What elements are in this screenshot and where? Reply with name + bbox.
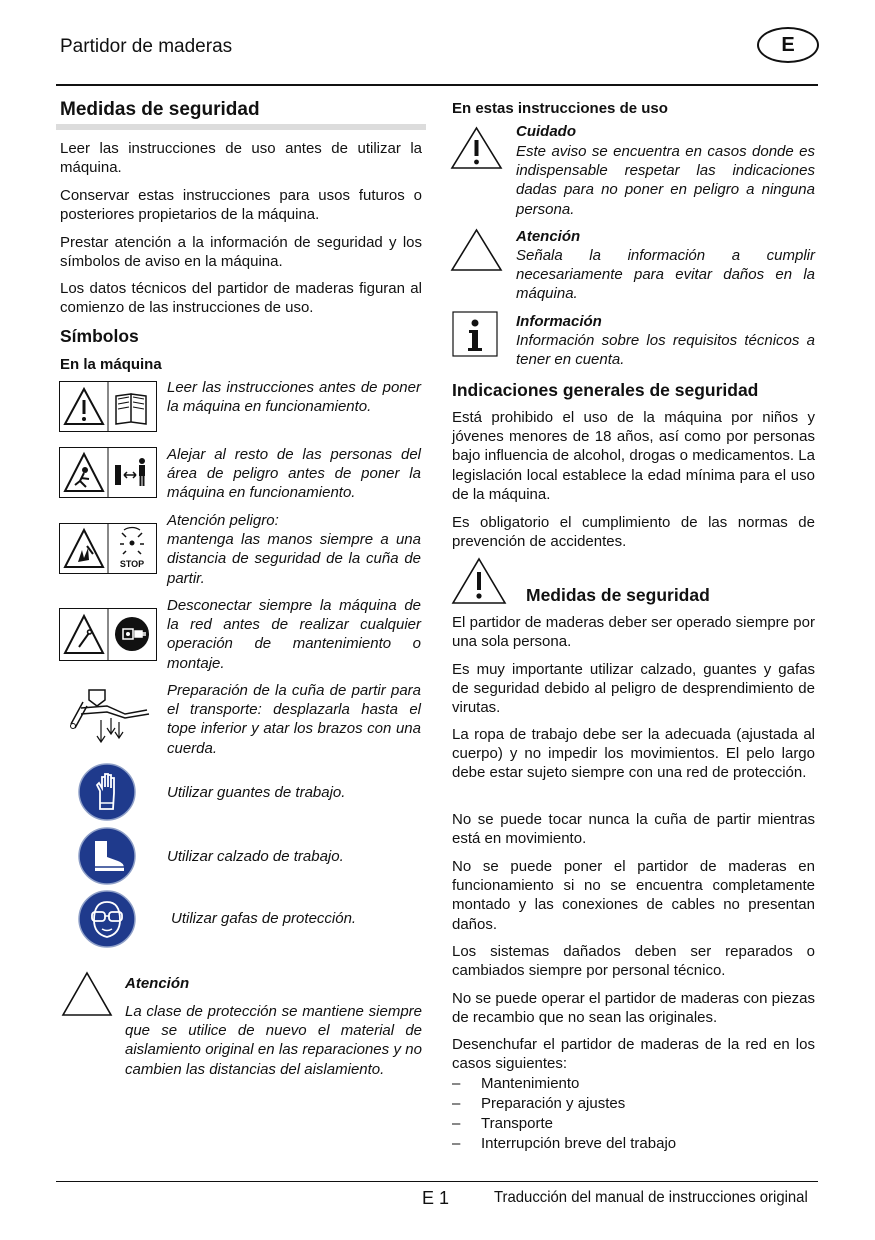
list-item-text: Preparación y ajustes — [481, 1095, 626, 1112]
danger-zone-icon — [59, 447, 157, 498]
warning-book-icon — [59, 381, 157, 432]
page-number: E 1 — [422, 1188, 450, 1208]
disconnect-list — [452, 1074, 815, 1156]
intro-paragraph-3: Prestar atención a la información de seguridad y los símbolos de aviso en la máquina. — [60, 234, 422, 271]
list-item — [452, 1134, 815, 1154]
symbol-text-6: Utilizar guantes de trabajo. — [167, 784, 346, 801]
warning-triangle-icon — [449, 125, 504, 171]
symbol-text-1: Leer las instrucciones antes de poner la máquina en funcionamiento. — [167, 379, 421, 416]
list-dash: – — [452, 1135, 461, 1152]
list-item — [452, 1094, 815, 1114]
symbol-text-5: Preparación de la cuña de partir para el transporte: desplazarla hasta el tope inferior y atar los brazos con una cuerda. — [167, 682, 421, 757]
footer-divider — [56, 1181, 818, 1182]
symbol-text-8: Utilizar gafas de protección. — [171, 910, 357, 927]
safety-measures-heading: Medidas de seguridad — [526, 585, 710, 605]
intro-paragraph-1: Leer las instrucciones de uso antes de utilizar la máquina. — [60, 140, 422, 177]
splitter-transport-icon — [67, 684, 157, 750]
info-icon — [452, 311, 498, 357]
hand-stop-icon — [59, 523, 157, 574]
safety-paragraph-8: Desenchufar el partidor de maderas de la red en los casos siguientes: — [452, 1036, 815, 1073]
list-dash: – — [452, 1075, 461, 1092]
safety-paragraph-1: El partidor de maderas deber ser operado siempre por una sola persona. — [452, 614, 815, 651]
symbol-text-3 — [167, 511, 421, 588]
instructions-heading: En estas instrucciones de uso — [452, 100, 668, 117]
item-text-informacion: Información sobre los requisitos técnicos a tener en cuenta. — [516, 332, 815, 369]
goggles-icon — [78, 890, 136, 948]
translation-note: Traducción del manual de instrucciones original — [494, 1189, 808, 1206]
safety-paragraph-5: No se puede poner el partidor de maderas en funcionamiento si no se encuentra completamente montado y las conexiones de cables no presentan daños. — [452, 858, 815, 933]
unplug-icon — [59, 608, 157, 661]
gloves-icon — [78, 763, 136, 821]
intro-paragraph-4: Los datos técnicos del partidor de maderas figuran al comienzo de las instrucciones de uso. — [60, 280, 422, 317]
symbol-text-2: Alejar al resto de las personas del área de peligro antes de poner la máquina en funcionamiento. — [167, 446, 421, 502]
symbol-text-3-body: mantenga las manos siempre a una distancia de seguridad de la cuña de partir. — [167, 531, 421, 587]
general-paragraph-1: Está prohibido el uso de la máquina por niños y jóvenes menores de 18 años, así como por personas bajo influencia de alcohol, drogas o medicamentos. La legislación local establece la edad mínima para el uso de la máquina. — [452, 409, 815, 503]
heading-underline — [56, 124, 426, 130]
safety-paragraph-7: No se puede operar el partidor de maderas con piezas de recambio que no sean las originales. — [452, 990, 815, 1027]
section-heading-safety: Medidas de seguridad — [60, 99, 260, 120]
item-title-informacion: Información — [516, 313, 602, 330]
item-title-cuidado: Cuidado — [516, 123, 576, 140]
item-title-atencion: Atención — [516, 228, 581, 245]
note-title: Atención — [125, 975, 190, 992]
list-item — [452, 1074, 815, 1094]
caution-triangle-icon — [60, 970, 114, 1018]
on-machine-heading: En la máquina — [60, 356, 162, 373]
list-dash: – — [452, 1095, 461, 1112]
list-item-text: Interrupción breve del trabajo — [481, 1135, 677, 1152]
list-item-text: Transporte — [481, 1115, 553, 1132]
intro-paragraph-2: Conservar estas instrucciones para usos futuros o posteriores propietarios de la máquina. — [60, 187, 422, 224]
list-item-text: Mantenimiento — [481, 1075, 580, 1092]
list-item — [452, 1114, 815, 1134]
safety-paragraph-6: Los sistemas dañados deben ser reparados o cambiados siempre por personal técnico. — [452, 943, 815, 980]
general-safety-heading: Indicaciones generales de seguridad — [452, 380, 759, 400]
header-divider — [56, 84, 818, 86]
general-paragraph-2: Es obligatorio el cumplimiento de las normas de prevención de accidentes. — [452, 514, 815, 551]
boots-icon — [78, 827, 136, 885]
safety-paragraph-2: Es muy importante utilizar calzado, guantes y gafas de seguridad debido al peligro de desprendimiento de virutas. — [452, 661, 815, 717]
attention-triangle-icon — [449, 227, 504, 273]
language-badge: E — [757, 27, 819, 63]
document-title: Partidor de maderas — [60, 36, 233, 57]
list-dash: – — [452, 1115, 461, 1132]
note-text: La clase de protección se mantiene siempre que se utilice de nuevo el material de aislamiento original en las reparaciones y no cambien las distancias del aislamiento. — [125, 1003, 422, 1078]
symbol-text-3-line1: Atención peligro: — [167, 512, 279, 529]
symbol-text-4: Desconectar siempre la máquina de la red antes de realizar cualquier operación de mantenimiento o montaje. — [167, 597, 421, 672]
symbols-heading: Símbolos — [60, 326, 139, 346]
item-text-atencion: Señala la información a cumplir necesariamente para evitar daños en la máquina. — [516, 247, 815, 303]
stop-label: STOP — [119, 559, 145, 569]
safety-paragraph-4: No se puede tocar nunca la cuña de partir mientras está en movimiento. — [452, 811, 815, 848]
safety-paragraph-3: La ropa de trabajo debe ser la adecuada (ajustada al cuerpo) y no impedir los movimientos. El pelo largo debe estar sujeto siempre con una red de protección. — [452, 726, 815, 782]
item-text-cuidado: Este aviso se encuentra en casos donde es indispensable respetar las indicaciones dadas para no poner en peligro a ninguna persona. — [516, 143, 815, 218]
symbol-text-7: Utilizar calzado de trabajo. — [167, 848, 344, 865]
safety-warning-icon — [450, 556, 508, 606]
